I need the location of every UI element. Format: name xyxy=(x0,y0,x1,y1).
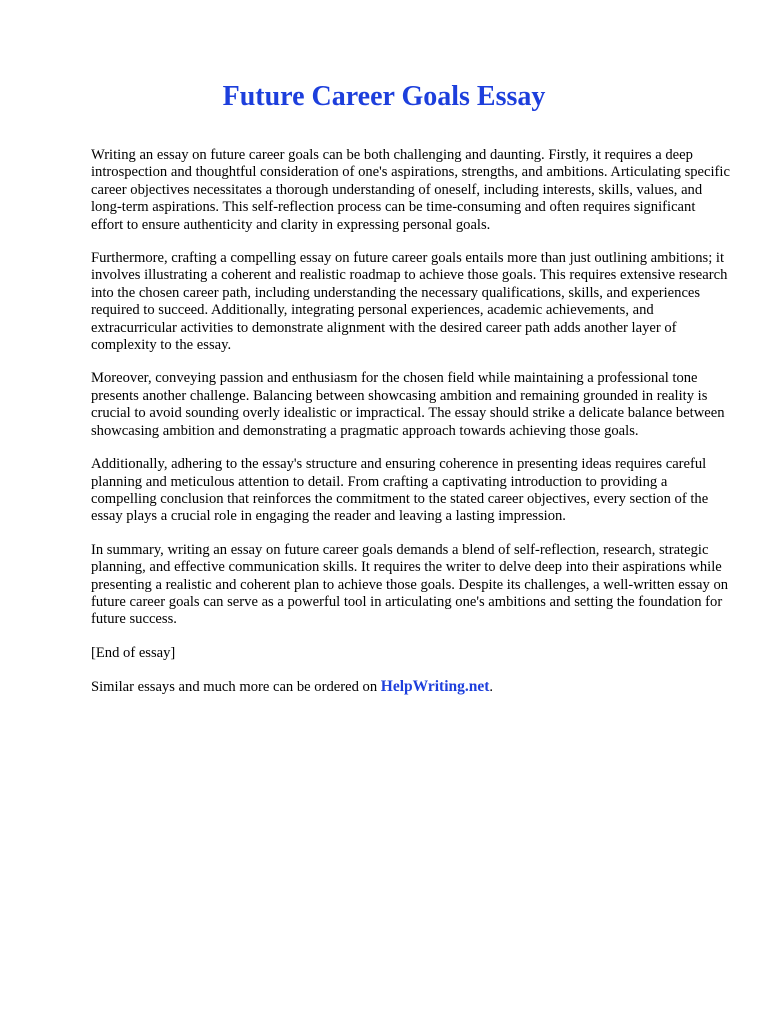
essay-paragraph-5: In summary, writing an essay on future career goals demands a blend of self-reflection, research, strategic planning, and effective communication skills. It requires the writer to delve deep into their aspirations while presenting a realistic and coherent plan to achieve those goals. Despite its challenges, a well-written essay on future career goals can serve as a powerful tool in articulating one's ambitions and setting the foundation for future success. xyxy=(91,541,729,628)
document-title: Future Career Goals Essay xyxy=(222,81,546,112)
footer-line xyxy=(91,678,731,696)
end-of-essay-note: [End of essay] xyxy=(91,644,176,661)
essay-paragraph-1: Writing an essay on future career goals can be both challenging and daunting. Firstly, it requires a deep introspection and thoughtful consideration of one's aspirations, strengths, and ambitions. Articulating specific career objectives necessitates a thorough understanding of oneself, including interests, skills, values, and long-term aspirations. This self-reflection process can be time-consuming and often requires significant effort to ensure authenticity and clarity in expressing personal goals. xyxy=(91,147,730,233)
footer-suffix: . xyxy=(489,679,494,696)
essay-paragraph-4: Additionally, adhering to the essay's structure and ensuring coherence in presenting ideas requires careful planning and meticulous attention to detail. From crafting a captivating introduction to providing a compelling conclusion that reinforces the commitment to the stated career objectives, every section of the essay plays a crucial role in engaging the reader and leaving a lasting impression. xyxy=(91,456,709,525)
essay-paragraph-2: Furthermore, crafting a compelling essay on future career goals entails more than just outlining ambitions; it involves illustrating a coherent and realistic roadmap to achieve those goals. This requires extensive research into the chosen career path, including understanding the necessary qualifications, skills, and experiences required to succeed. Additionally, integrating personal experiences, academic achievements, and extracurricular activities to demonstrate alignment with the desired career path adds another layer of complexity to the essay. xyxy=(91,250,728,354)
footer-text: Similar essays and much more can be ordered on xyxy=(91,679,381,696)
helpwriting-link[interactable]: HelpWriting.net xyxy=(380,678,490,696)
essay-body xyxy=(91,147,731,713)
essay-paragraph-3: Moreover, conveying passion and enthusiasm for the chosen field while maintaining a professional tone presents another challenge. Balancing between showcasing ambition and remaining grounded in reality is crucial to avoid sounding overly idealistic or impractical. The essay should strike a delicate balance between showcasing ambition and demonstrating a pragmatic approach towards achieving those goals. xyxy=(91,370,725,439)
